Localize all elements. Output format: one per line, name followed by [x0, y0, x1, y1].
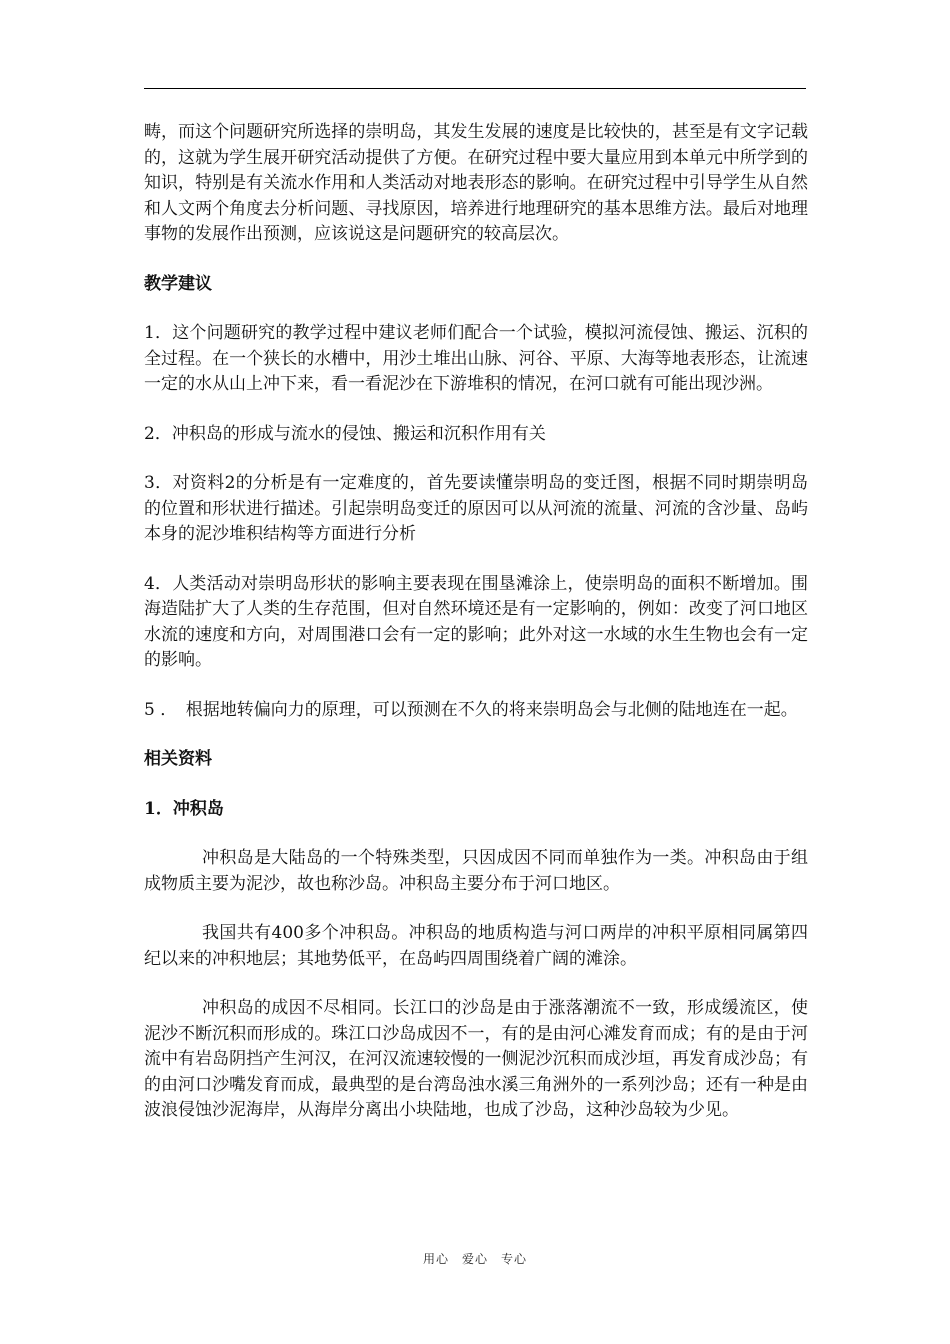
teaching-item-5: 5 ． 根据地转偏向力的原理，可以预测在不久的将来崇明岛会与北侧的陆地连在一起。 [144, 699, 798, 720]
teaching-suggestions-heading: 教学建议 [144, 273, 212, 294]
alluvial-island-paragraph-3: 冲积岛的成因不尽相同。长江口的沙岛是由于涨落潮流不一致，形成缓流区，使泥沙不断沉积而形成的。珠江口沙岛成因不一，有的是由河心滩发育而成；有的是由于河流中有岩岛阴挡产生河汉，在河汉流速较慢的一侧泥沙沉积而成沙垣，再发育成沙岛；有的由河口沙嘴发育而成，最典型的是台湾岛浊水溪三角洲外的一系列沙岛；还有一种是由波浪侵蚀沙泥海岸，从海岸分离出小块陆地，也成了沙岛，这种沙岛较为少见。 [144, 998, 808, 1120]
alluvial-island-paragraph-1: 冲积岛是大陆岛的一个特殊类型，只因成因不同而单独作为一类。冲积岛由于组成物质主要为泥沙，故也称沙岛。冲积岛主要分布于河口地区。 [144, 848, 808, 894]
alluvial-island-paragraph-2: 我国共有400多个冲积岛。冲积岛的地质构造与河口两岸的冲积平原相同属第四纪以来的冲积地层；其地势低平，在岛屿四周围绕着广阔的滩涂。 [144, 923, 808, 969]
intro-paragraph: 畴，而这个问题研究所选择的崇明岛，其发生发展的速度是比较快的，甚至是有文字记载的，这就为学生展开研究活动提供了方便。在研究过程中要大量应用到本单元中所学到的知识，特别是有关流水作用和人类活动对地表形态的影响。在研究过程中引导学生从自然和人文两个角度去分析问题、寻找原因，培养进行地理研究的基本思维方法。最后对地理事物的发展作出预测，应该说这是问题研究的较高层次。 [144, 122, 808, 244]
page-footer: 用心 爱心 专心 [422, 1252, 527, 1266]
teaching-item-3: 3．对资料2的分析是有一定难度的，首先要读懂崇明岛的变迁图，根据不同时期崇明岛的位置和形状进行描述。引起崇明岛变迁的原因可以从河流的流量、河流的含沙量、岛屿本身的泥沙堆积结构等方面进行分析 [144, 473, 808, 544]
alluvial-island-subheading: 1．冲积岛 [144, 798, 224, 819]
teaching-item-4: 4．人类活动对崇明岛形状的影响主要表现在围垦滩涂上，使崇明岛的面积不断增加。围海造陆扩大了人类的生存范围，但对自然环境还是有一定影响的，例如：改变了河口地区水流的速度和方向，对周围港口会有一定的影响；此外对这一水域的水生生物也会有一定的影响。 [144, 573, 808, 670]
header-rule [144, 88, 806, 89]
page-content [144, 120, 808, 1148]
teaching-item-1: 1．这个问题研究的教学过程中建议老师们配合一个试验，模拟河流侵蚀、搬运、沉积的全过程。在一个狭长的水槽中，用沙土堆出山脉、河谷、平原、大海等地表形态，让流速一定的水从山上冲下来，看一看泥沙在下游堆积的情况，在河口就有可能出现沙洲。 [144, 323, 808, 394]
related-materials-heading: 相关资料 [144, 749, 212, 769]
teaching-item-2: 2．冲积岛的形成与流水的侵蚀、搬运和沉积作用有关 [144, 423, 546, 444]
